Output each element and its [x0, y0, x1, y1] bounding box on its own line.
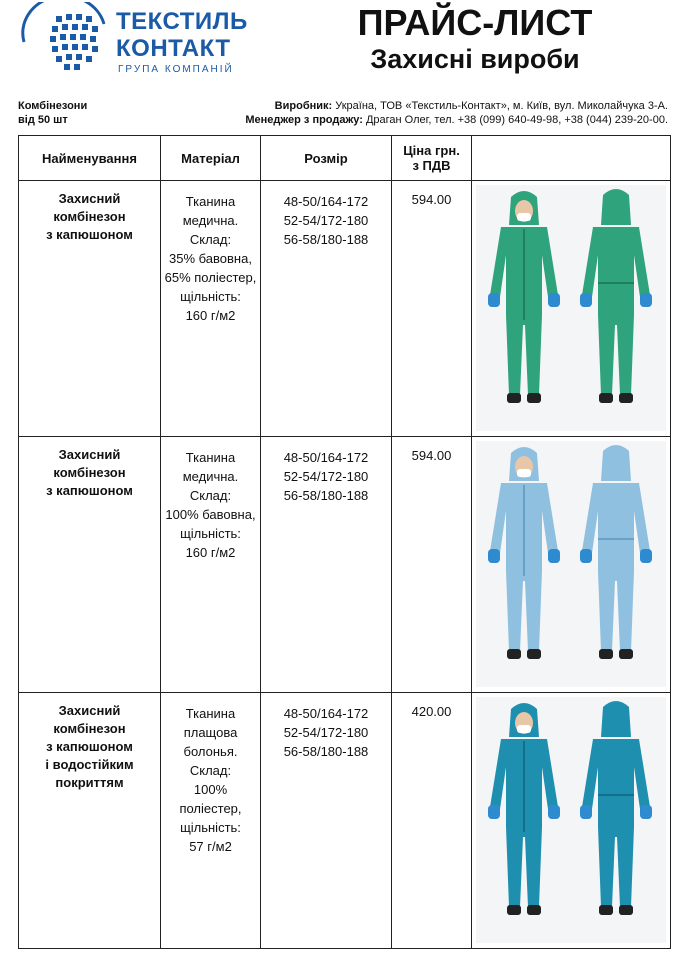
product-name-line: комбінезон: [53, 465, 126, 480]
material-line: Тканина: [185, 194, 236, 209]
material-line: Тканина: [185, 706, 236, 721]
producer-value: Україна, ТОВ «Текстиль-Контакт», м. Київ, вул. Миколайчука 3-А.: [332, 100, 668, 112]
material-line: щільність:: [180, 289, 241, 304]
page-title: ПРАЙС-ЛИСТ: [357, 2, 593, 43]
table-row: [19, 437, 671, 693]
logo-tagline: ГРУПА КОМПАНІЙ: [118, 64, 234, 75]
size-line: 52-54/172-180: [283, 469, 369, 484]
header-price-line1: Ціна грн.: [403, 143, 460, 158]
material-line: 160 г/м2: [185, 545, 236, 560]
photo-cell: [472, 181, 671, 437]
logo-text-line1: ТЕКСТИЛЬ: [116, 8, 248, 35]
product-name-line: покриттям: [55, 775, 124, 790]
producer-label: Виробник:: [274, 100, 333, 112]
size-line: 56-58/180-188: [283, 744, 369, 759]
product-name-line: Захисний: [58, 191, 121, 206]
product-name-cell: [19, 437, 161, 693]
material-line: поліестер,: [179, 801, 242, 816]
product-name-line: Захисний: [58, 703, 121, 718]
product-name-line: і водостійким: [45, 757, 134, 772]
header-photo: [472, 136, 671, 181]
material-line: 100%: [193, 782, 228, 797]
product-name-line: комбінезон: [53, 721, 126, 736]
price-cell: [392, 437, 472, 693]
material-cell: [161, 693, 261, 949]
producer-line: [245, 99, 668, 113]
material-line: Склад:: [189, 488, 232, 503]
price-cell: [392, 181, 472, 437]
material-cell: [161, 181, 261, 437]
price-value: 594.00: [411, 192, 452, 207]
product-name-line: з капюшоном: [46, 483, 133, 498]
size-line: 48-50/164-172: [283, 450, 369, 465]
header-name: Найменування: [19, 136, 161, 181]
manager-value: Драган Олег, тел. +38 (099) 640-49-98, +38 (044) 239-20-00.: [362, 114, 668, 126]
size-line: 52-54/172-180: [283, 213, 369, 228]
contact-info: [245, 99, 668, 127]
price-value: 594.00: [411, 448, 452, 463]
material-line: 65% поліестер,: [164, 270, 257, 285]
logo-globe-icon: [16, 2, 112, 82]
coverall-photo: [476, 185, 666, 431]
product-name-line: комбінезон: [53, 209, 126, 224]
material-line: Тканина: [185, 450, 236, 465]
category-note: [18, 99, 87, 127]
material-cell: [161, 437, 261, 693]
product-name-line: Захисний: [58, 447, 121, 462]
header-material: Матеріал: [161, 136, 261, 181]
product-name-line: з капюшоном: [46, 739, 133, 754]
table-header-row: [19, 136, 671, 181]
price-table: [18, 135, 671, 949]
manager-label: Менеджер з продажу:: [245, 114, 363, 126]
size-cell: [261, 437, 392, 693]
category-line2: від 50 шт: [18, 114, 68, 126]
size-line: 52-54/172-180: [283, 725, 369, 740]
material-line: щільність:: [180, 526, 241, 541]
material-line: 35% бавовна,: [169, 251, 252, 266]
size-cell: [261, 181, 392, 437]
logo-text-line2: КОНТАКТ: [116, 35, 231, 62]
material-line: плащова: [183, 725, 238, 740]
material-line: Склад:: [189, 763, 232, 778]
page-subtitle: Захисні вироби: [370, 44, 580, 74]
size-line: 56-58/180-188: [283, 232, 369, 247]
photo-cell: [472, 693, 671, 949]
table-row: [19, 181, 671, 437]
table-row: [19, 693, 671, 949]
product-name-cell: [19, 693, 161, 949]
coverall-photo: [476, 697, 666, 943]
material-line: болонья.: [183, 744, 238, 759]
coverall-photo: [476, 441, 666, 687]
material-line: 57 г/м2: [189, 839, 232, 854]
company-logo: [16, 2, 246, 82]
material-line: 100% бавовна,: [165, 507, 256, 522]
product-name-cell: [19, 181, 161, 437]
price-cell: [392, 693, 472, 949]
photo-cell: [472, 437, 671, 693]
material-line: Склад:: [189, 232, 232, 247]
header-price-line2: з ПДВ: [412, 158, 451, 173]
product-name-line: з капюшоном: [46, 227, 133, 242]
size-line: 48-50/164-172: [283, 194, 369, 209]
manager-line: [245, 113, 668, 127]
size-cell: [261, 693, 392, 949]
material-line: медична.: [182, 213, 239, 228]
material-line: 160 г/м2: [185, 308, 236, 323]
header-size: Розмір: [261, 136, 392, 181]
material-line: щільність:: [180, 820, 241, 835]
size-line: 56-58/180-188: [283, 488, 369, 503]
material-line: медична.: [182, 469, 239, 484]
header-price: [392, 136, 472, 181]
category-line1: Комбінезони: [18, 100, 88, 112]
size-line: 48-50/164-172: [283, 706, 369, 721]
price-value: 420.00: [411, 704, 452, 719]
